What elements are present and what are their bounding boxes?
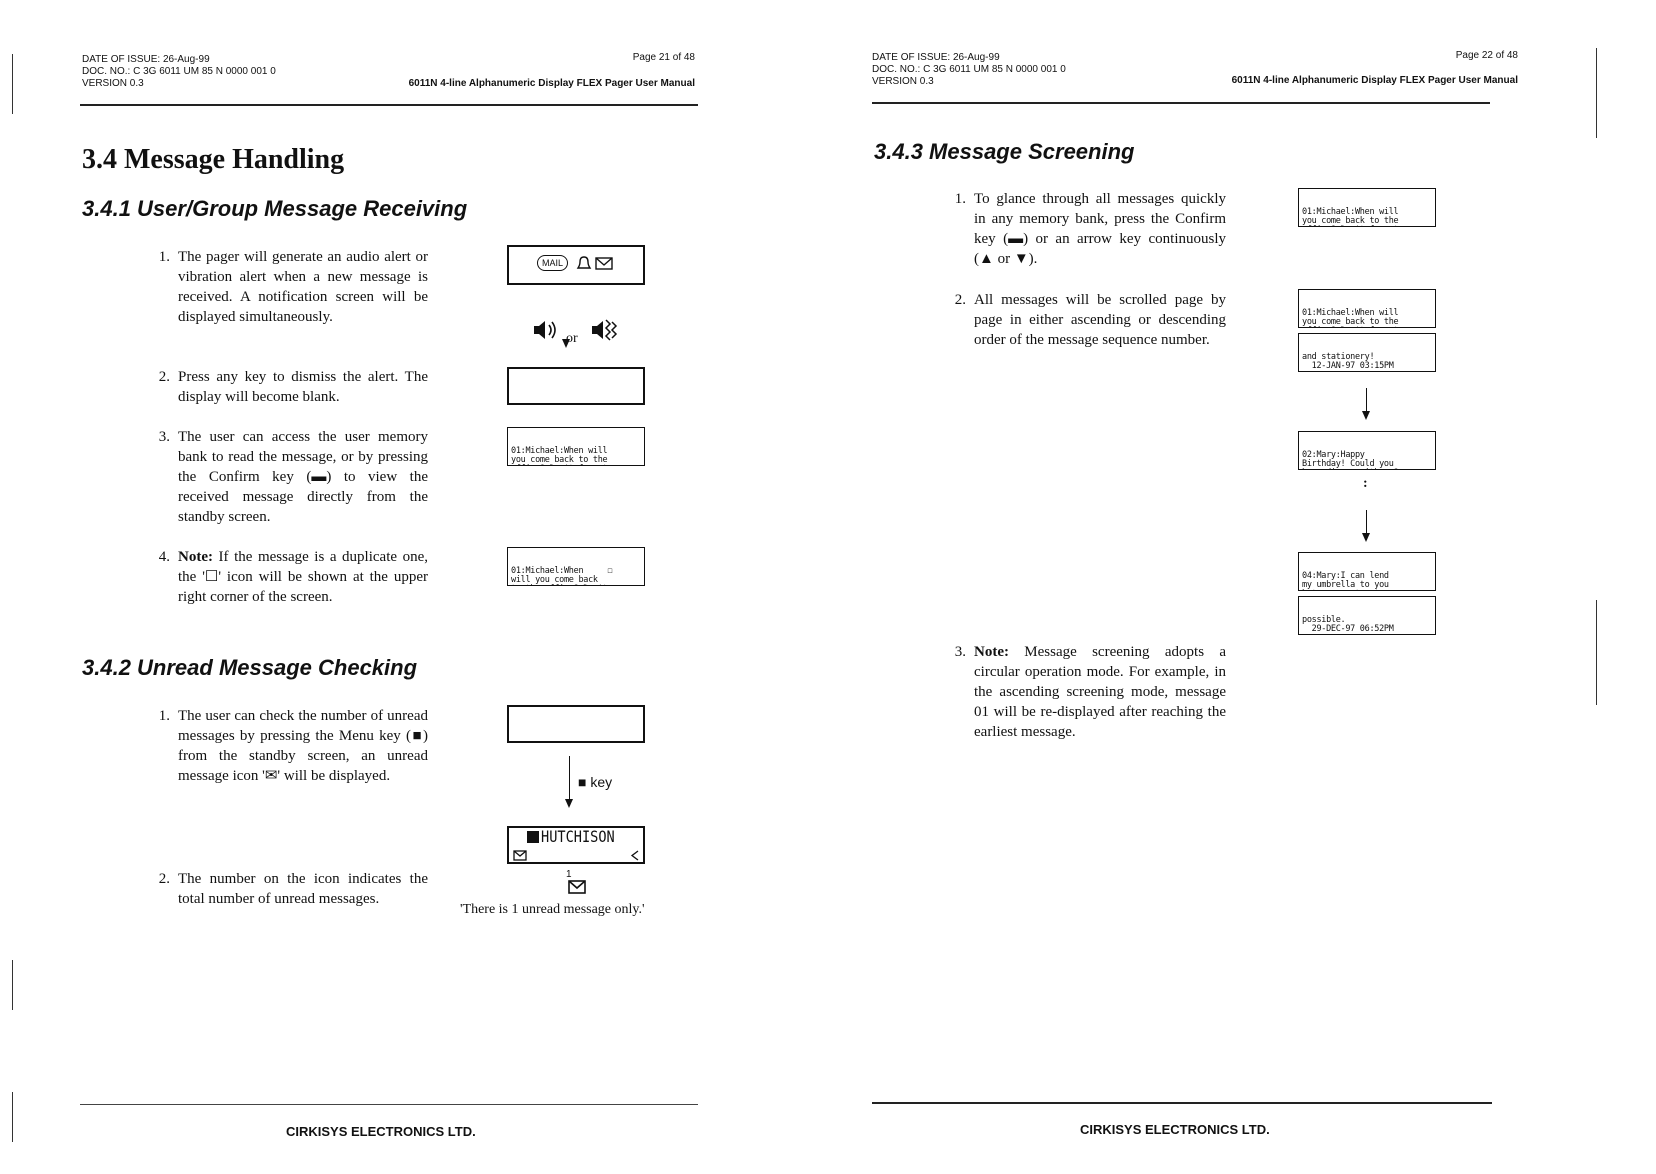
header-info	[82, 54, 276, 90]
ellipsis: :	[1363, 476, 1368, 491]
notification-screen	[507, 245, 645, 285]
header-rule	[872, 102, 1490, 104]
message-screen: 01:Michael:When will you come back to the	[507, 427, 645, 466]
subsection-title: 3.4.2 Unread Message Checking	[82, 655, 418, 680]
list-item: 3. Note: Message screening adopts a circular operation mode. For example, in the ascending screening mode, message 01 will be re-displayed after reaching the earliest message.	[954, 644, 1226, 740]
subsection-title: 3.4.3 Message Screening	[874, 139, 1135, 164]
list-item: 1. The user can check the number of unread messages by pressing the Menu key (■) from the standby screen, an unread message icon '✉' will be displayed.	[158, 708, 428, 784]
issue-date: DATE OF ISSUE: 26-Aug-99	[872, 52, 1000, 63]
list-item: 4. Note: If the message is a duplicate one, the '☐' icon will be shown at the upper right corner of the screen.	[158, 549, 428, 605]
scan-mark	[12, 1092, 13, 1142]
scan-mark	[1596, 48, 1597, 138]
network-name: HUTCHISON	[541, 827, 615, 846]
footer-rule	[872, 1102, 1492, 1104]
page-number: Page 21 of 48	[632, 52, 695, 63]
subsection-title: 3.4.1 User/Group Message Receiving	[82, 196, 468, 221]
unread-icon-large: 1	[566, 873, 588, 897]
footer-rule	[80, 1104, 698, 1105]
duplicate-message-screen: 01:Michael:When ☐ will you come back	[507, 547, 645, 586]
or-label: or	[566, 331, 578, 346]
vibrate-icon	[590, 316, 622, 344]
section-title: 3.4 Message Handling	[82, 144, 345, 175]
standby-blank-screen	[507, 705, 645, 743]
signal-icon	[527, 831, 539, 843]
scan-mark	[12, 960, 13, 1010]
envelope-icon	[595, 257, 613, 270]
message-screen: 01:Michael:When will you come back to the	[1298, 289, 1436, 328]
arrow-down	[1366, 510, 1367, 540]
manual-title: 6011N 4-line Alphanumeric Display FLEX Pager User Manual	[1231, 75, 1518, 86]
message-screen: 04:Mary:I can lend my umbrella to you	[1298, 552, 1436, 591]
envelope-icon	[568, 879, 586, 895]
standby-screen	[507, 826, 645, 864]
list-item: 2. All messages will be scrolled page by page in either ascending or descending order of the message sequence number.	[954, 292, 1226, 348]
issue-date: DATE OF ISSUE: 26-Aug-99	[82, 54, 210, 65]
list-item: 2. The number on the icon indicates the total number of unread messages.	[158, 871, 428, 907]
message-screen-continued: and stationery! 12-JAN-97 03:15PM	[1298, 333, 1436, 372]
doc-number: DOC. NO.: C 3G 6011 UM 85 N 0000 001 0	[82, 66, 276, 77]
header-rule	[80, 104, 698, 106]
manual-title: 6011N 4-line Alphanumeric Display FLEX Pager User Manual	[408, 78, 695, 89]
version: VERSION 0.3	[872, 76, 934, 87]
scan-mark	[1596, 600, 1597, 705]
menu-key-label: ■ key	[578, 774, 613, 790]
doc-number: DOC. NO.: C 3G 6011 UM 85 N 0000 001 0	[872, 64, 1066, 75]
speaker-icon	[629, 850, 639, 861]
version: VERSION 0.3	[82, 78, 144, 89]
bell-icon	[575, 255, 593, 271]
message-screen-continued: possible. 29-DEC-97 06:52PM	[1298, 596, 1436, 635]
caption: 'There is 1 unread message only.'	[460, 902, 645, 917]
scan-mark	[12, 54, 13, 114]
right-page	[828, 0, 1656, 1174]
footer-company: CIRKISYS ELECTRONICS LTD.	[286, 1124, 476, 1139]
list-item: 1. The pager will generate an audio alert or vibration alert when a new message is received. A notification screen will be displayed simultaneously.	[158, 249, 428, 325]
page-number: Page 22 of 48	[1455, 50, 1518, 61]
arrow-down	[569, 756, 570, 806]
blank-screen	[507, 367, 645, 405]
header-info	[872, 52, 1066, 88]
message-screen: 02:Mary:Happy Birthday! Could you	[1298, 431, 1436, 470]
list-item: 1. To glance through all messages quickly in any memory bank, press the Confirm key (▬) or an arrow key continuously (▲ or ▼).	[954, 191, 1226, 267]
audio-icon	[532, 317, 562, 343]
unread-message-icon	[513, 849, 527, 861]
arrow-down	[1366, 388, 1367, 418]
list-item: 2. Press any key to dismiss the alert. The display will become blank.	[158, 369, 428, 405]
mail-icon: MAIL	[537, 255, 568, 271]
list-item: 3. The user can access the user memory bank to read the message, or by pressing the Confirm key (▬) to view the received message directly from the standby screen.	[158, 429, 428, 525]
message-screen: 01:Michael:When will you come back to the	[1298, 188, 1436, 227]
footer-company: CIRKISYS ELECTRONICS LTD.	[1080, 1122, 1270, 1137]
